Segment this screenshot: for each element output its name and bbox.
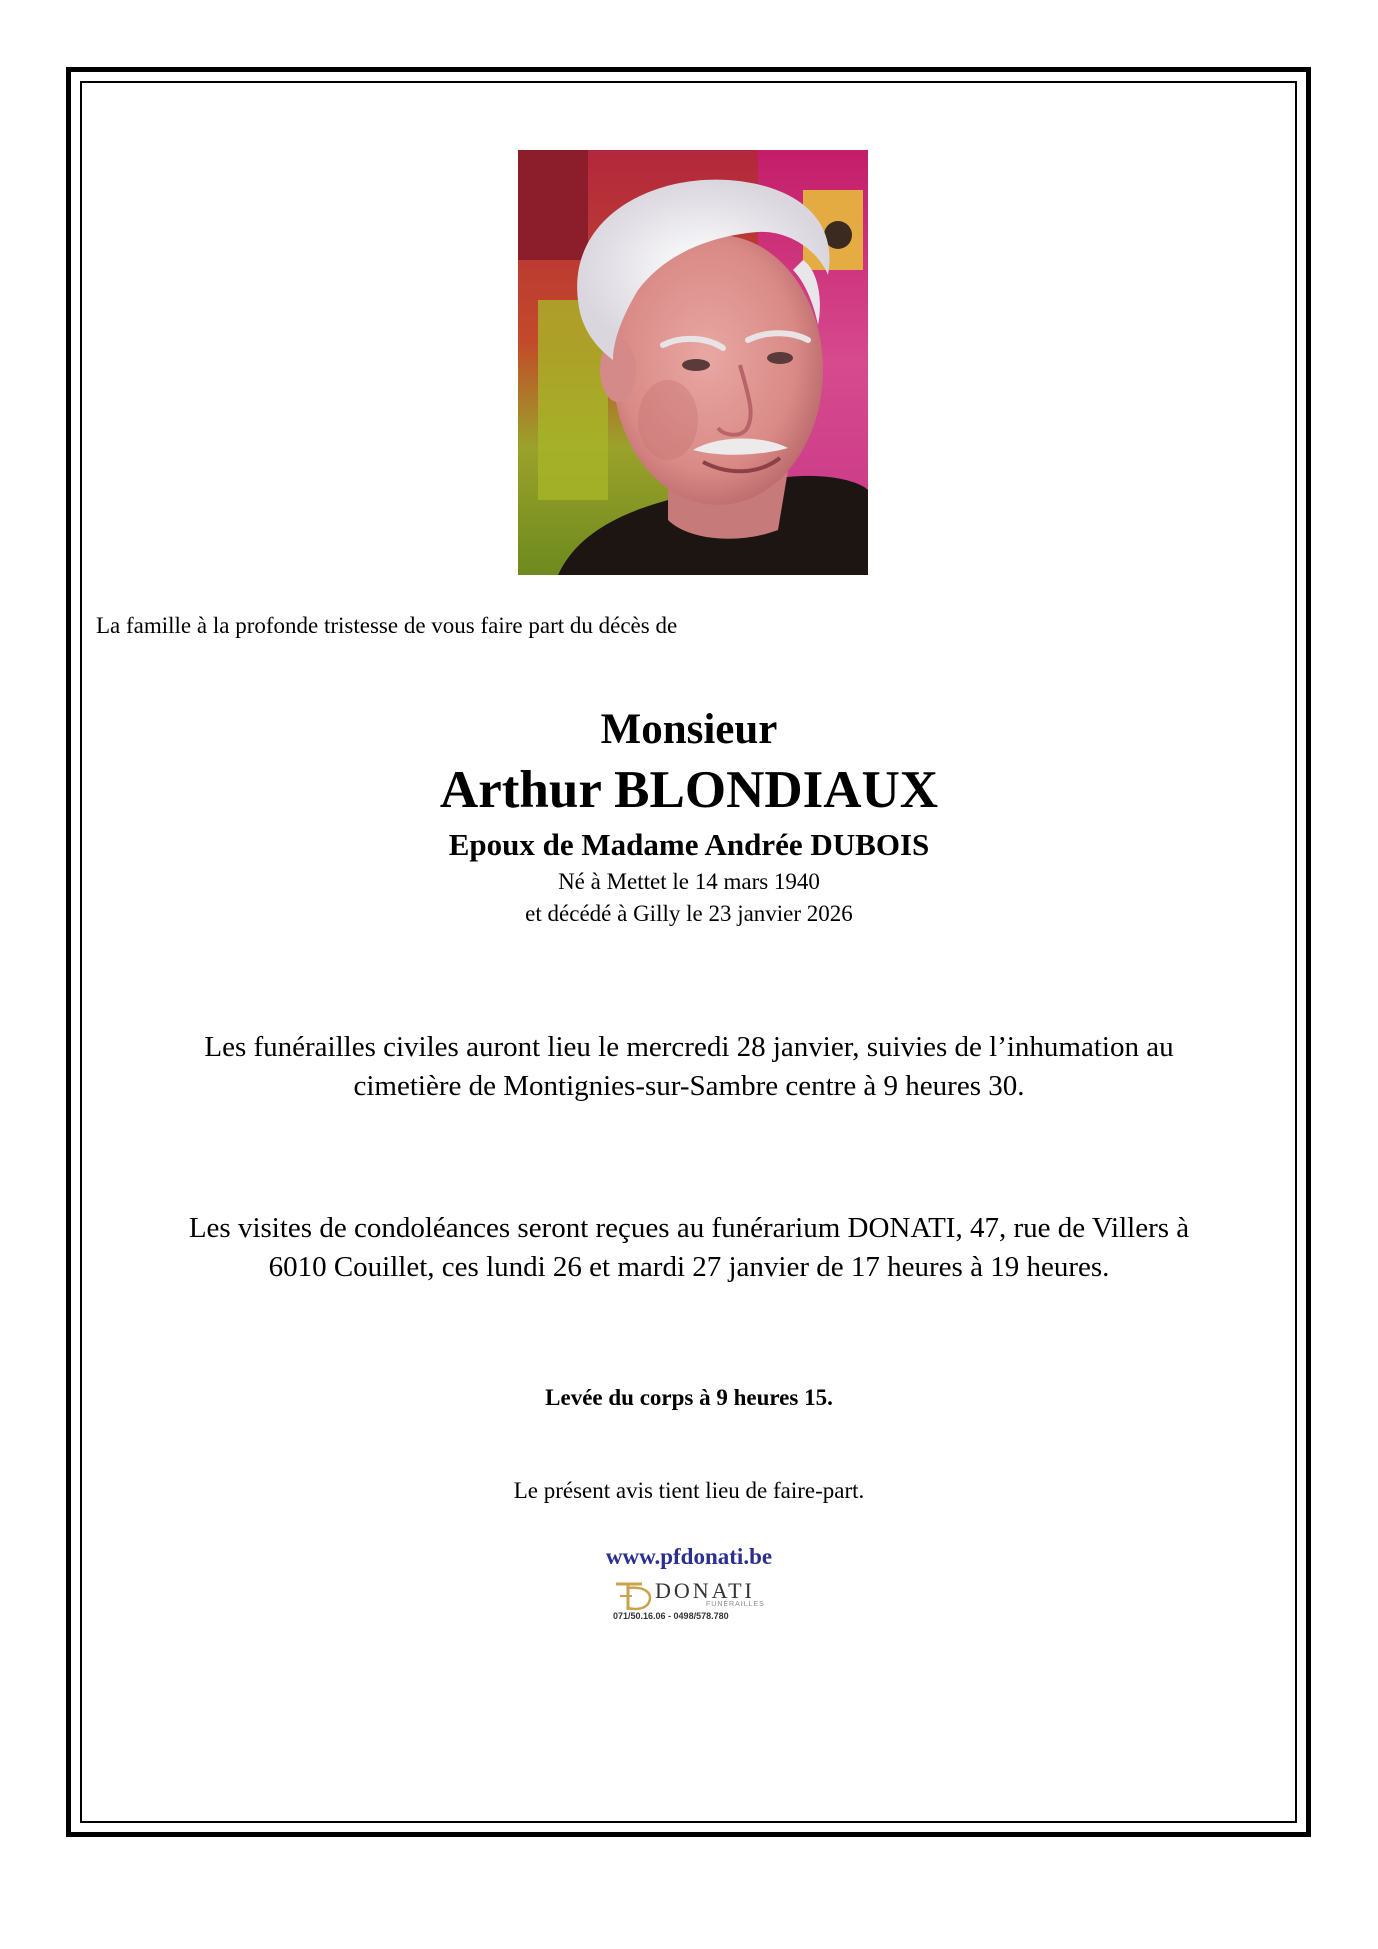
spouse-line: Epoux de Madame Andrée DUBOIS xyxy=(448,827,930,862)
logo-wordmark: DONATI xyxy=(655,1578,755,1603)
funeral-text-line-2: cimetière de Montignies-sur-Sambre centre à 9 heures 30. xyxy=(353,1070,1025,1102)
birth-line: Né à Mettet le 14 mars 1940 xyxy=(558,869,820,894)
donati-logo-mark-icon xyxy=(612,1578,656,1612)
visits-text-line-2: 6010 Couillet, ces lundi 26 et mardi 27 janvier de 17 heures à 19 heures. xyxy=(268,1251,1110,1283)
death-line: et décédé à Gilly le 23 janvier 2026 xyxy=(525,901,853,926)
deceased-title: Monsieur xyxy=(600,706,778,753)
visits-text-line-1: Les visites de condoléances seront reçues au funérarium DONATI, 47, rue de Villers à xyxy=(188,1212,1190,1244)
website-link[interactable]: www.pfdonati.be xyxy=(605,1544,773,1569)
intro-text: La famille à la profonde tristesse de vous faire part du décès de xyxy=(96,613,678,638)
donati-logo xyxy=(612,1578,772,1626)
funeral-text-line-1: Les funérailles civiles auront lieu le mercredi 28 janvier, suivies de l’inhumation au xyxy=(204,1031,1174,1063)
notice-text: Le présent avis tient lieu de faire-part. xyxy=(513,1478,865,1503)
deceased-name: Arthur BLONDIAUX xyxy=(439,761,939,819)
logo-phone-numbers: 071/50.16.06 - 0498/578.780 xyxy=(613,1611,729,1621)
logo-subtitle: FUNÉRAILLES xyxy=(706,1601,765,1608)
body-removal-text: Levée du corps à 9 heures 15. xyxy=(545,1385,833,1410)
portrait-photo xyxy=(518,150,868,575)
